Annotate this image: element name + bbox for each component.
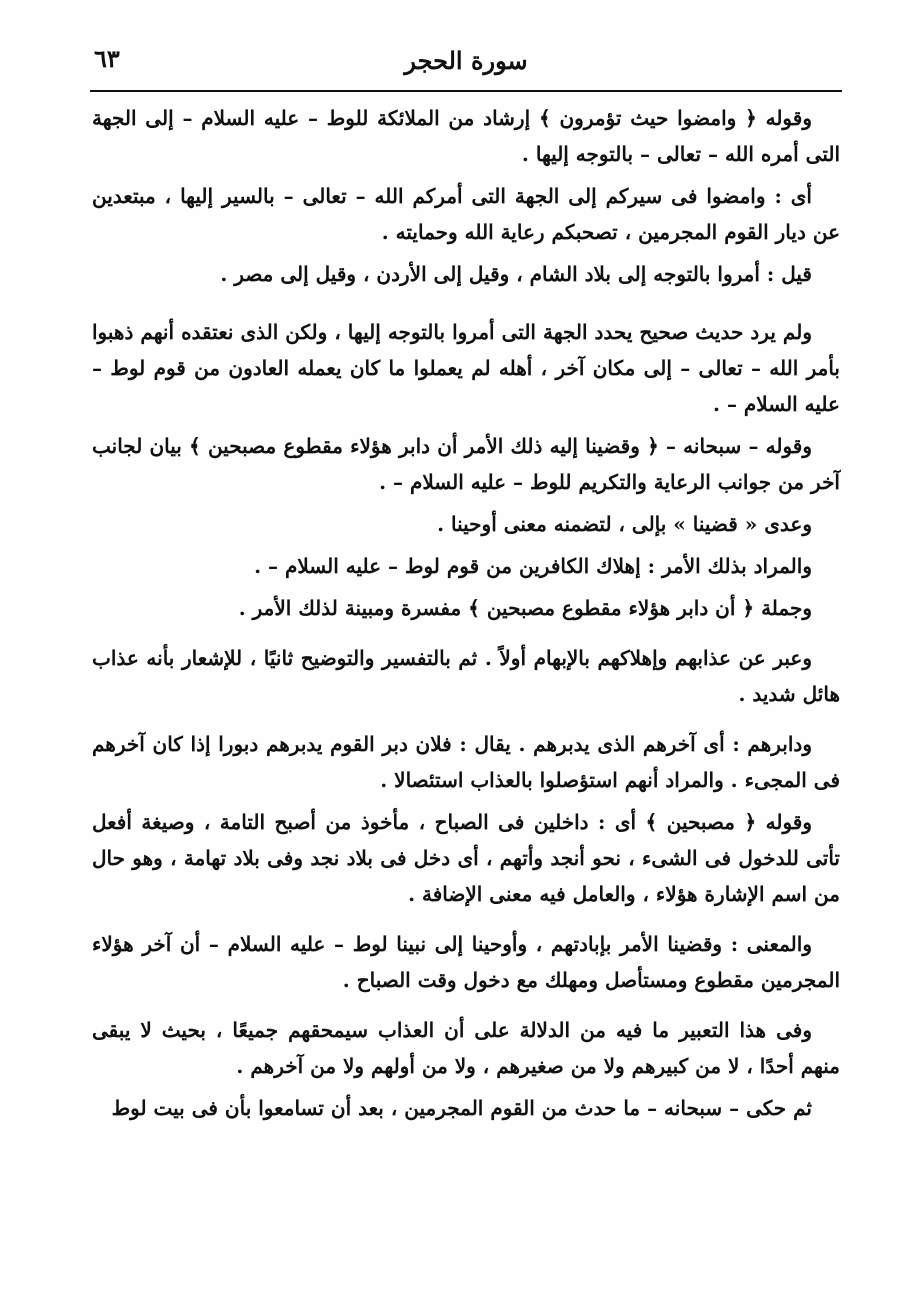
paragraph: وقوله – سبحانه – ﴿ وقضينا إليه ذلك الأمر أن دابر هؤلاء مقطوع مصبحين ﴾ بيان لجانب آخر من جوانب الرعاية والتكريم للوط – عليه السلام – . (92, 434, 840, 494)
surah-title: سورة الحجر (404, 46, 528, 75)
paragraph: وقوله ﴿ مصبحين ﴾ أى : داخلين فى الصباح ، مأخوذ من أصبح التامة ، وصيغة أفعل تأتى للدخول فى الشىء ، نحو أنجد وأتهم ، أى دخل فى بلاد نجد وفى بلاد تهامة ، وهو حال من اسم الإشارة هؤلاء ، والعامل فيه معنى الإضافة . (92, 810, 840, 906)
paragraph: قيل : أمروا بالتوجه إلى بلاد الشام ، وقيل إلى الأردن ، وقيل إلى مصر . (220, 262, 812, 286)
paragraph: ولم يرد حديث صحيح يحدد الجهة التى أمروا بالتوجه إليها ، ولكن الذى نعتقده أنهم ذهبوا بأمر الله – تعالى – إلى مكان آخر ، أهله لم يعملوا ما كان يعمله العادون من قوم لوط – عليه السلام – . (92, 320, 840, 416)
page-number: ٦٣ (94, 44, 120, 73)
paragraph: وجملة ﴿ أن دابر هؤلاء مقطوع مصبحين ﴾ مفسرة ومبينة لذلك الأمر . (238, 596, 812, 620)
page-header (90, 38, 842, 90)
paragraph: ثم حكى – سبحانه – ما حدث من القوم المجرمين ، بعد أن تسامعوا بأن فى بيت لوط (111, 1096, 812, 1120)
paragraph: أى : وامضوا فى سيركم إلى الجهة التى أمركم الله – تعالى – بالسير إليها ، مبتعدين عن ديار القوم المجرمين ، تصحبكم رعاية الله وحمايته . (92, 184, 840, 244)
text-body (92, 100, 840, 1126)
paragraph: وعدى « قضينا » بإلى ، لتضمنه معنى أوحينا . (437, 512, 812, 536)
paragraph: والمراد بذلك الأمر : إهلاك الكافرين من قوم لوط – عليه السلام – . (254, 554, 812, 578)
paragraph: ودابرهم : أى آخرهم الذى يدبرهم . يقال : فلان دبر القوم يدبرهم دبورا إذا كان آخرهم فى المجىء . والمراد أنهم استؤصلوا بالعذاب استئصالا . (92, 732, 840, 792)
header-rule (90, 90, 842, 92)
paragraph: وقوله ﴿ وامضوا حيث تؤمرون ﴾ إرشاد من الملائكة للوط – عليه السلام – إلى الجهة التى أمره الله – تعالى – بالتوجه إليها . (92, 106, 840, 166)
paragraph: والمعنى : وقضينا الأمر بإبادتهم ، وأوحينا إلى نبينا لوط – عليه السلام – أن آخر هؤلاء المجرمين مقطوع ومستأصل ومهلك مع دخول وقت الصباح . (92, 932, 840, 992)
paragraph: وعبر عن عذابهم وإهلاكهم بالإبهام أولاً . ثم بالتفسير والتوضيح ثانيًا ، للإشعار بأنه عذاب هائل شديد . (92, 646, 840, 706)
paragraph: وفى هذا التعبير ما فيه من الدلالة على أن العذاب سيمحقهم جميعًا ، بحيث لا يبقى منهم أحدًا ، لا من كبيرهم ولا من صغيرهم ، ولا من أولهم ولا من آخرهم . (92, 1018, 840, 1078)
